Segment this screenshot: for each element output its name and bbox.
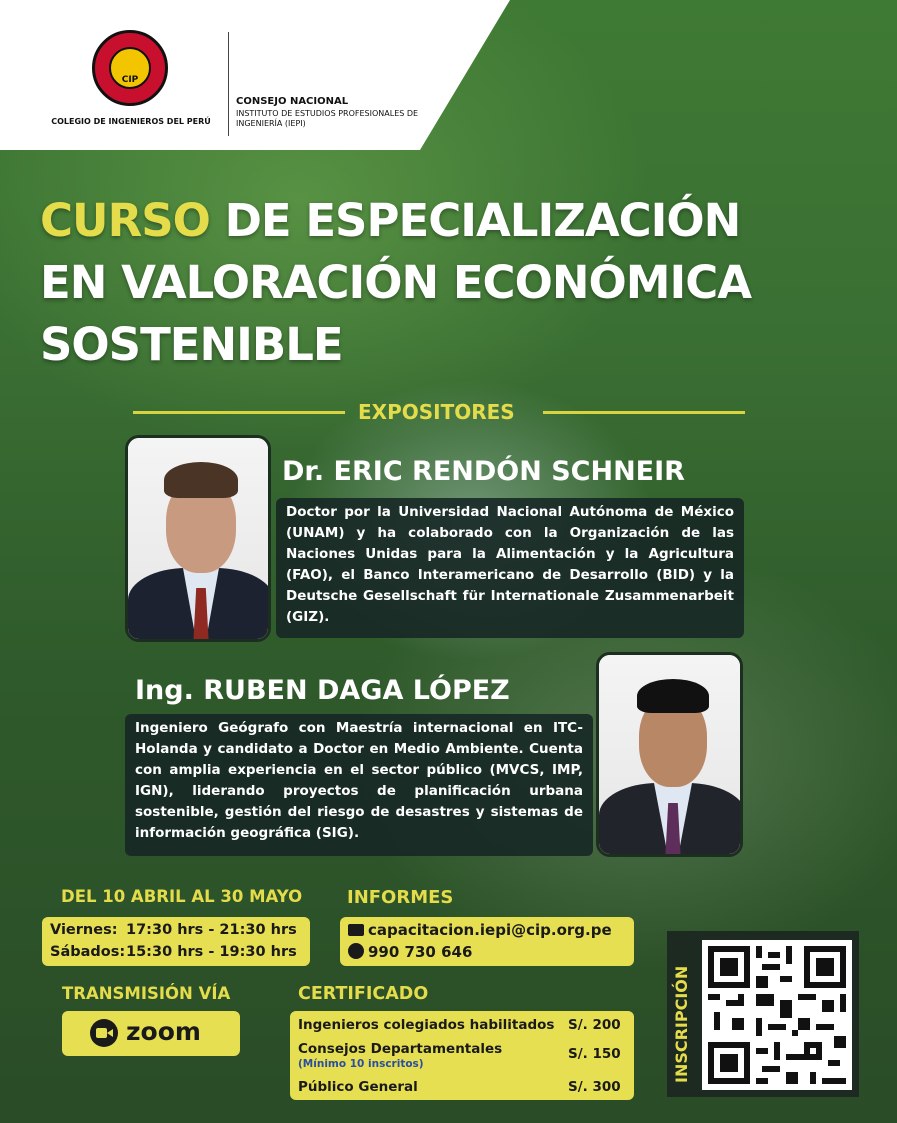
speaker2-name: Ing. RUBEN DAGA LÓPEZ — [135, 675, 510, 706]
email-row[interactable] — [348, 919, 626, 941]
cert-row-label: Público General — [298, 1079, 418, 1095]
cip-name: COLEGIO DE INGENIEROS DEL PERÚ — [51, 117, 211, 126]
cert-row-sub: (Mínimo 10 inscritos) — [298, 1058, 424, 1070]
schedule-row — [50, 941, 302, 963]
cip-logo-inner — [109, 47, 151, 89]
transmision-label: TRANSMISIÓN VÍA — [62, 984, 231, 1003]
informes-box — [340, 917, 634, 966]
informes-email[interactable]: capacitacion.iepi@cip.org.pe — [368, 921, 612, 939]
speaker2-hair — [637, 679, 709, 713]
phone-row[interactable] — [348, 941, 626, 963]
whatsapp-icon — [348, 943, 364, 959]
speaker1-photo — [125, 435, 271, 642]
cert-row-price: S/. 150 — [568, 1046, 621, 1062]
informes-phone[interactable]: 990 730 646 — [368, 943, 473, 961]
dates-label: DEL 10 ABRIL AL 30 MAYO — [61, 887, 303, 906]
institute-name: INSTITUTO DE ESTUDIOS PROFESIONALES DE INGENIERÍA (IEPI) — [236, 109, 419, 128]
schedule-day: Viernes: — [50, 922, 118, 938]
cert-row-label: Consejos Departamentales — [298, 1041, 503, 1057]
certificado-label: CERTIFICADO — [298, 984, 429, 1004]
zoom-icon — [90, 1019, 118, 1047]
speaker1-hair — [164, 462, 238, 498]
certificado-box — [290, 1011, 634, 1100]
speaker1-name: Dr. ERIC RENDÓN SCHNEIR — [282, 456, 685, 487]
speaker1-bio: Doctor por la Universidad Nacional Autónoma de México (UNAM) y ha colaborado con la Organización de las Naciones Unidas para la Alimentación y la Agricultura (FAO), el Banco Interamericano de Desarrollo (BID) y la Deutsche Gesellschaft für Internationale Zusammenarbeit (GIZ). — [276, 498, 744, 638]
cert-row-label: Ingenieros colegiados habilitados — [298, 1017, 555, 1033]
zoom-icon-camera — [96, 1028, 107, 1038]
informes-label: INFORMES — [347, 887, 454, 908]
title-highlight: CURSO — [40, 194, 210, 247]
zoom-badge — [62, 1011, 240, 1056]
speaker2-photo — [596, 652, 743, 857]
schedule-box — [42, 917, 310, 966]
schedule-day: Sábados: — [50, 944, 126, 960]
course-title — [40, 190, 880, 376]
cert-row-price: S/. 300 — [568, 1079, 621, 1095]
cert-row-price: S/. 200 — [568, 1017, 621, 1033]
schedule-time: 17:30 hrs - 21:30 hrs — [126, 922, 297, 938]
inscripcion-qr-code[interactable] — [702, 940, 852, 1090]
mail-icon — [348, 924, 364, 936]
consejo-nacional: CONSEJO NACIONAL — [236, 96, 349, 107]
title-line1: DE ESPECIALIZACIÓN — [224, 194, 741, 247]
inscripcion-label: INSCRIPCIÓN — [672, 965, 691, 1083]
expo-line-left — [133, 411, 345, 414]
qr-code-graphic — [702, 940, 852, 1090]
zoom-icon-lens — [107, 1029, 113, 1037]
expositores-label: EXPOSITORES — [358, 400, 515, 424]
speaker2-bio: Ingeniero Geógrafo con Maestría internacional en ITC-Holanda y candidato a Doctor en Medio Ambiente. Cuenta con amplia experiencia en el sector público (MVCS, IMP, IGN), liderando proyectos de planificación urbana sostenible, gestión del riesgo de desastres y sistemas de información geográfica (SIG). — [125, 714, 593, 856]
zoom-text: zoom — [126, 1017, 201, 1046]
title-line2: EN VALORACIÓN ECONÓMICA — [40, 256, 752, 309]
expo-line-right — [543, 411, 745, 414]
schedule-time: 15:30 hrs - 19:30 hrs — [126, 944, 297, 960]
title-line3: SOSTENIBLE — [40, 318, 343, 371]
cip-logo-text: CIP — [121, 75, 139, 85]
header-divider — [228, 32, 229, 136]
cip-logo — [92, 30, 168, 106]
schedule-row — [50, 919, 302, 941]
